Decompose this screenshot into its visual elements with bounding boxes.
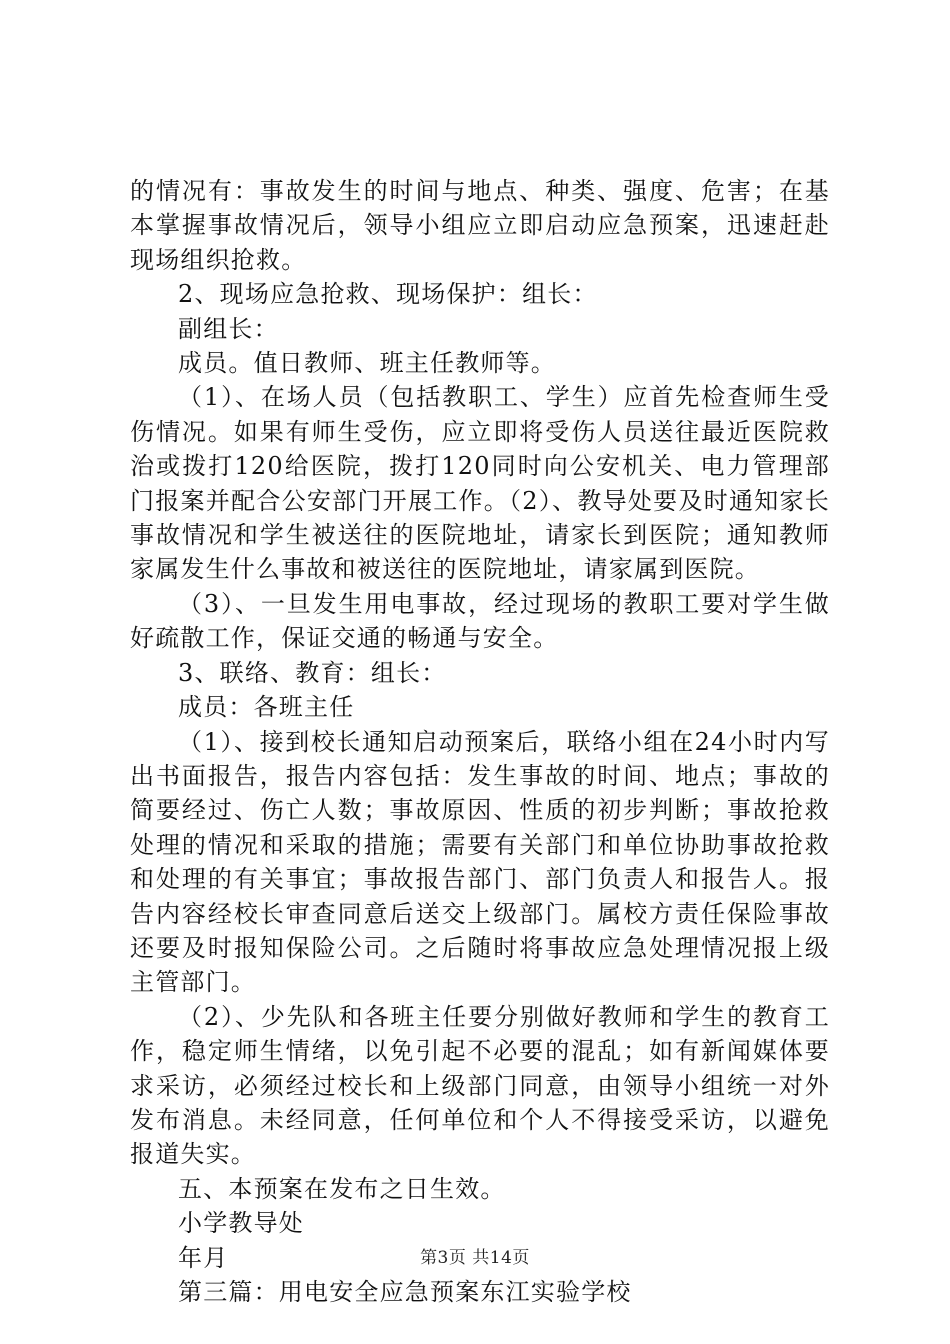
- section-heading: 3、联络、教育：组长：: [178, 658, 447, 687]
- paragraph: 的情况有：事故发生的时间与地点、种类、强度、危害；在基本掌握事故情况后，领导小组应立即启动应急预案，迅速赶赴现场组织抢救。: [130, 177, 830, 274]
- paragraph: （1）、接到校长通知启动预案后，联络小组在24小时内写出书面报告，报告内容包括：发生事故的时间、地点；事故的简要经过、伤亡人数；事故原因、性质的初步判断；事故抢救处理的情况和采取的措施；需要有关部门和单位协助事故抢救和处理的有关事宜；事故报告部门、部门负责人和报告人。报告内容经校长审查同意后送交上级部门。属校方责任保险事故还要及时报知保险公司。之后随时将事故应急处理情况报上级主管部门。: [130, 727, 830, 997]
- signature-department: 小学教导处: [178, 1209, 304, 1238]
- signature-date: 年月: [178, 1243, 229, 1272]
- paragraph: 成员。值日教师、班主任教师等。: [178, 349, 556, 378]
- document-body: [130, 174, 830, 1309]
- section-heading: 2、现场应急抢救、现场保护：组长：: [178, 280, 598, 309]
- next-section-title: 第三篇：用电安全应急预案东江实验学校: [178, 1278, 632, 1306]
- page-number-footer: 第3页 共14页: [420, 1248, 530, 1268]
- paragraph: 副组长：: [178, 314, 279, 343]
- paragraph: 成员：各班主任: [178, 693, 355, 722]
- paragraph: （3）、一旦发生用电事故，经过现场的教职工要对学生做好疏散工作，保证交通的畅通与安全。: [130, 589, 830, 653]
- paragraph: 五、本预案在发布之日生效。: [178, 1174, 506, 1203]
- paragraph: （2）、少先队和各班主任要分别做好教师和学生的教育工作，稳定师生情绪，以免引起不必要的混乱；如有新闻媒体要求采访，必须经过校长和上级部门同意，由领导小组统一对外发布消息。未经同意，任何单位和个人不得接受采访，以避免报道失实。: [130, 1002, 830, 1169]
- paragraph: （1）、在场人员（包括教职工、学生）应首先检查师生受伤情况。如果有师生受伤，应立即将受伤人员送往最近医院救治或拨打120给医院，拨打120同时向公安机关、电力管理部门报案并配合公安部门开展工作。（2）、教导处要及时通知家长事故情况和学生被送往的医院地址，请家长到医院；通知教师家属发生什么事故和被送往的医院地址，请家属到医院。: [130, 383, 830, 584]
